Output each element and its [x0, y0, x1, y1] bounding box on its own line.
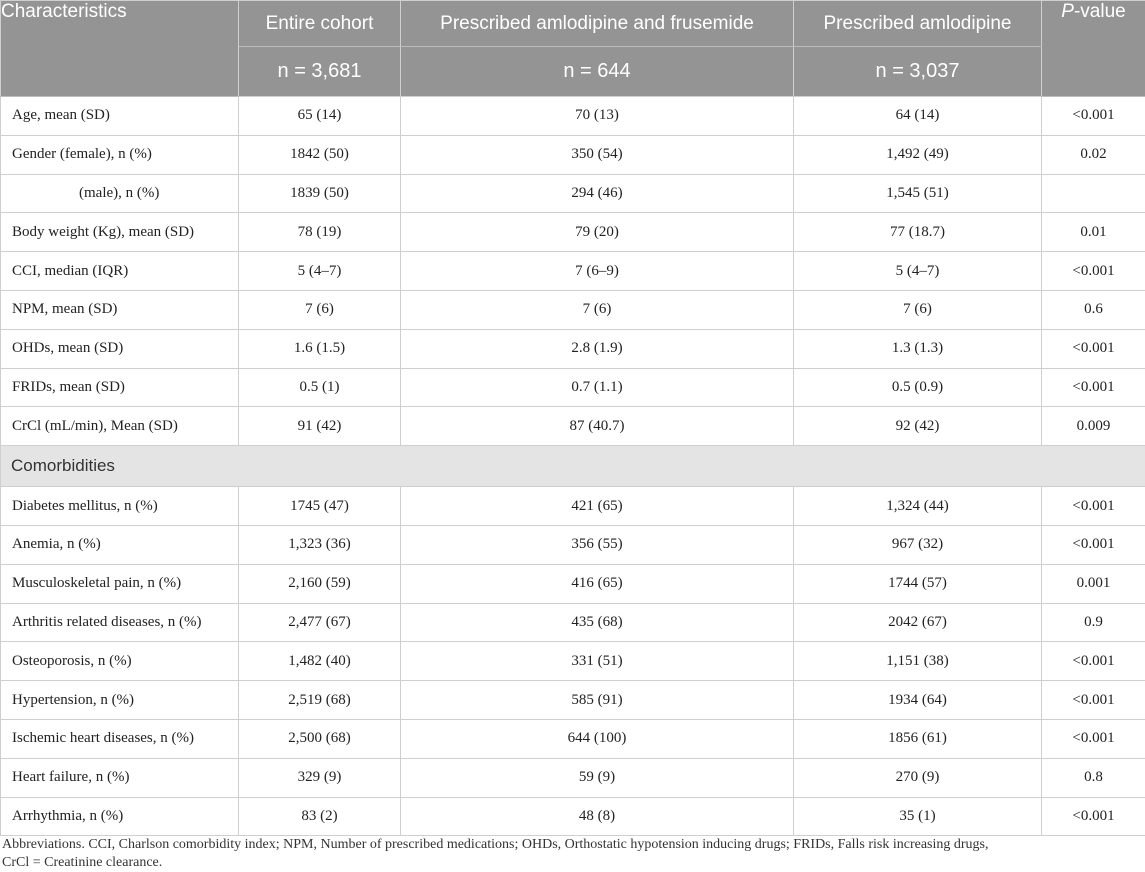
cell-p-value: 0.01	[1042, 213, 1145, 252]
row-label: Hypertension, n (%)	[1, 681, 239, 720]
cell-amlodipine-frusemide: 87 (40.7)	[401, 407, 794, 446]
header-p-suffix: -value	[1074, 1, 1126, 22]
header-characteristics	[1, 1, 239, 97]
cell-amlodipine: 77 (18.7)	[794, 213, 1042, 252]
cell-p-value: <0.001	[1042, 719, 1145, 758]
cell-amlodipine-frusemide: 350 (54)	[401, 135, 794, 174]
header-entire-cohort	[239, 1, 401, 47]
row-label: Arrhythmia, n (%)	[1, 797, 239, 836]
header-p-value	[1042, 1, 1145, 97]
table-row	[1, 252, 1145, 291]
table-row	[1, 681, 1145, 720]
cell-entire: 78 (19)	[239, 213, 401, 252]
table-row	[1, 564, 1145, 603]
table-row	[1, 329, 1145, 368]
row-label: Musculoskeletal pain, n (%)	[1, 564, 239, 603]
table-row	[1, 642, 1145, 681]
row-label: Osteoporosis, n (%)	[1, 642, 239, 681]
header-amlodipine	[794, 1, 1042, 47]
row-label: Heart failure, n (%)	[1, 758, 239, 797]
cell-amlodipine-frusemide: 70 (13)	[401, 97, 794, 136]
cell-amlodipine-frusemide: 48 (8)	[401, 797, 794, 836]
section-row-comorbidities	[1, 446, 1145, 487]
header-amlodipine-label: Prescribed amlodipine	[824, 13, 1012, 34]
row-label: Body weight (Kg), mean (SD)	[1, 213, 239, 252]
cell-entire: 1.6 (1.5)	[239, 329, 401, 368]
cell-p-value: 0.02	[1042, 135, 1145, 174]
table-footnote	[2, 836, 1102, 872]
header-n-amlodipine	[794, 47, 1042, 97]
cell-amlodipine: 5 (4–7)	[794, 252, 1042, 291]
table-row	[1, 368, 1145, 407]
header-amlodipine-frusemide	[401, 1, 794, 47]
cell-p-value: <0.001	[1042, 525, 1145, 564]
row-label: NPM, mean (SD)	[1, 290, 239, 329]
cell-p-value: <0.001	[1042, 797, 1145, 836]
cell-amlodipine: 1,492 (49)	[794, 135, 1042, 174]
cell-amlodipine: 1.3 (1.3)	[794, 329, 1042, 368]
table-row	[1, 719, 1145, 758]
cell-p-value: <0.001	[1042, 368, 1145, 407]
cell-entire: 1,482 (40)	[239, 642, 401, 681]
row-label: (male), n (%)	[1, 174, 239, 213]
row-label: Ischemic heart diseases, n (%)	[1, 719, 239, 758]
cell-amlodipine: 967 (32)	[794, 525, 1042, 564]
row-label: Age, mean (SD)	[1, 97, 239, 136]
table-row	[1, 407, 1145, 446]
cell-entire: 1745 (47)	[239, 487, 401, 526]
cell-entire: 83 (2)	[239, 797, 401, 836]
cell-amlodipine-frusemide: 416 (65)	[401, 564, 794, 603]
cell-amlodipine-frusemide: 644 (100)	[401, 719, 794, 758]
cell-amlodipine-frusemide: 356 (55)	[401, 525, 794, 564]
cell-entire: 329 (9)	[239, 758, 401, 797]
table-row	[1, 135, 1145, 174]
row-label: Gender (female), n (%)	[1, 135, 239, 174]
cell-p-value: 0.001	[1042, 564, 1145, 603]
cell-amlodipine: 92 (42)	[794, 407, 1042, 446]
table-row	[1, 758, 1145, 797]
header-n-amlodipine-frusemide-label: n = 644	[563, 60, 630, 82]
cell-amlodipine-frusemide: 331 (51)	[401, 642, 794, 681]
cell-amlodipine-frusemide: 2.8 (1.9)	[401, 329, 794, 368]
cell-amlodipine: 1744 (57)	[794, 564, 1042, 603]
cell-amlodipine-frusemide: 294 (46)	[401, 174, 794, 213]
cell-p-value: 0.6	[1042, 290, 1145, 329]
cell-p-value	[1042, 174, 1145, 213]
cell-entire: 2,160 (59)	[239, 564, 401, 603]
row-label: CCI, median (IQR)	[1, 252, 239, 291]
cell-p-value: <0.001	[1042, 487, 1145, 526]
cell-p-value: <0.001	[1042, 329, 1145, 368]
header-p-italic: P	[1061, 1, 1074, 22]
row-label: Diabetes mellitus, n (%)	[1, 487, 239, 526]
cell-amlodipine-frusemide: 0.7 (1.1)	[401, 368, 794, 407]
cell-p-value: <0.001	[1042, 642, 1145, 681]
header-n-entire	[239, 47, 401, 97]
cell-entire: 2,500 (68)	[239, 719, 401, 758]
cell-amlodipine-frusemide: 79 (20)	[401, 213, 794, 252]
header-entire-cohort-label: Entire cohort	[266, 13, 374, 34]
cell-amlodipine: 7 (6)	[794, 290, 1042, 329]
cell-amlodipine-frusemide: 7 (6–9)	[401, 252, 794, 291]
cell-amlodipine: 2042 (67)	[794, 603, 1042, 642]
header-n-entire-label: n = 3,681	[278, 60, 362, 82]
cell-amlodipine-frusemide: 59 (9)	[401, 758, 794, 797]
table-row	[1, 290, 1145, 329]
row-label: OHDs, mean (SD)	[1, 329, 239, 368]
table-row	[1, 97, 1145, 136]
table-row	[1, 525, 1145, 564]
cell-amlodipine: 270 (9)	[794, 758, 1042, 797]
cell-entire: 2,519 (68)	[239, 681, 401, 720]
cell-amlodipine: 1,151 (38)	[794, 642, 1042, 681]
cell-entire: 91 (42)	[239, 407, 401, 446]
cell-p-value: <0.001	[1042, 97, 1145, 136]
cell-p-value: <0.001	[1042, 681, 1145, 720]
table-row	[1, 603, 1145, 642]
cell-entire: 1,323 (36)	[239, 525, 401, 564]
section-title: Comorbidities	[1, 446, 1145, 487]
cell-amlodipine-frusemide: 435 (68)	[401, 603, 794, 642]
header-characteristics-label: Characteristics	[1, 1, 127, 22]
table-row	[1, 213, 1145, 252]
cell-amlodipine: 1,545 (51)	[794, 174, 1042, 213]
cell-entire: 5 (4–7)	[239, 252, 401, 291]
cell-amlodipine: 1,324 (44)	[794, 487, 1042, 526]
table-row	[1, 487, 1145, 526]
header-n-amlodipine-frusemide	[401, 47, 794, 97]
cell-p-value: 0.009	[1042, 407, 1145, 446]
cell-amlodipine: 1934 (64)	[794, 681, 1042, 720]
cell-amlodipine: 0.5 (0.9)	[794, 368, 1042, 407]
cell-p-value: 0.9	[1042, 603, 1145, 642]
row-label: Anemia, n (%)	[1, 525, 239, 564]
cell-p-value: 0.8	[1042, 758, 1145, 797]
cell-p-value: <0.001	[1042, 252, 1145, 291]
cell-amlodipine: 1856 (61)	[794, 719, 1042, 758]
cell-amlodipine: 64 (14)	[794, 97, 1042, 136]
cell-entire: 2,477 (67)	[239, 603, 401, 642]
cell-amlodipine-frusemide: 585 (91)	[401, 681, 794, 720]
row-label: FRIDs, mean (SD)	[1, 368, 239, 407]
row-label: Arthritis related diseases, n (%)	[1, 603, 239, 642]
header-n-amlodipine-label: n = 3,037	[876, 60, 960, 82]
row-label: CrCl (mL/min), Mean (SD)	[1, 407, 239, 446]
cell-amlodipine: 35 (1)	[794, 797, 1042, 836]
table-row	[1, 174, 1145, 213]
cell-entire: 0.5 (1)	[239, 368, 401, 407]
footnote-line-1: Abbreviations. CCI, Charlson comorbidity index; NPM, Number of prescribed medications; OHDs, Orthostatic hypotension inducing drugs; FRIDs, Falls risk increasing drugs,	[2, 836, 1102, 854]
table-row	[1, 797, 1145, 836]
footnote-line-2: CrCl = Creatinine clearance.	[2, 854, 1102, 872]
cell-amlodipine-frusemide: 421 (65)	[401, 487, 794, 526]
cell-amlodipine-frusemide: 7 (6)	[401, 290, 794, 329]
cell-entire: 1842 (50)	[239, 135, 401, 174]
cell-entire: 1839 (50)	[239, 174, 401, 213]
cell-entire: 65 (14)	[239, 97, 401, 136]
cell-entire: 7 (6)	[239, 290, 401, 329]
header-amlodipine-frusemide-label: Prescribed amlodipine and frusemide	[440, 13, 754, 34]
